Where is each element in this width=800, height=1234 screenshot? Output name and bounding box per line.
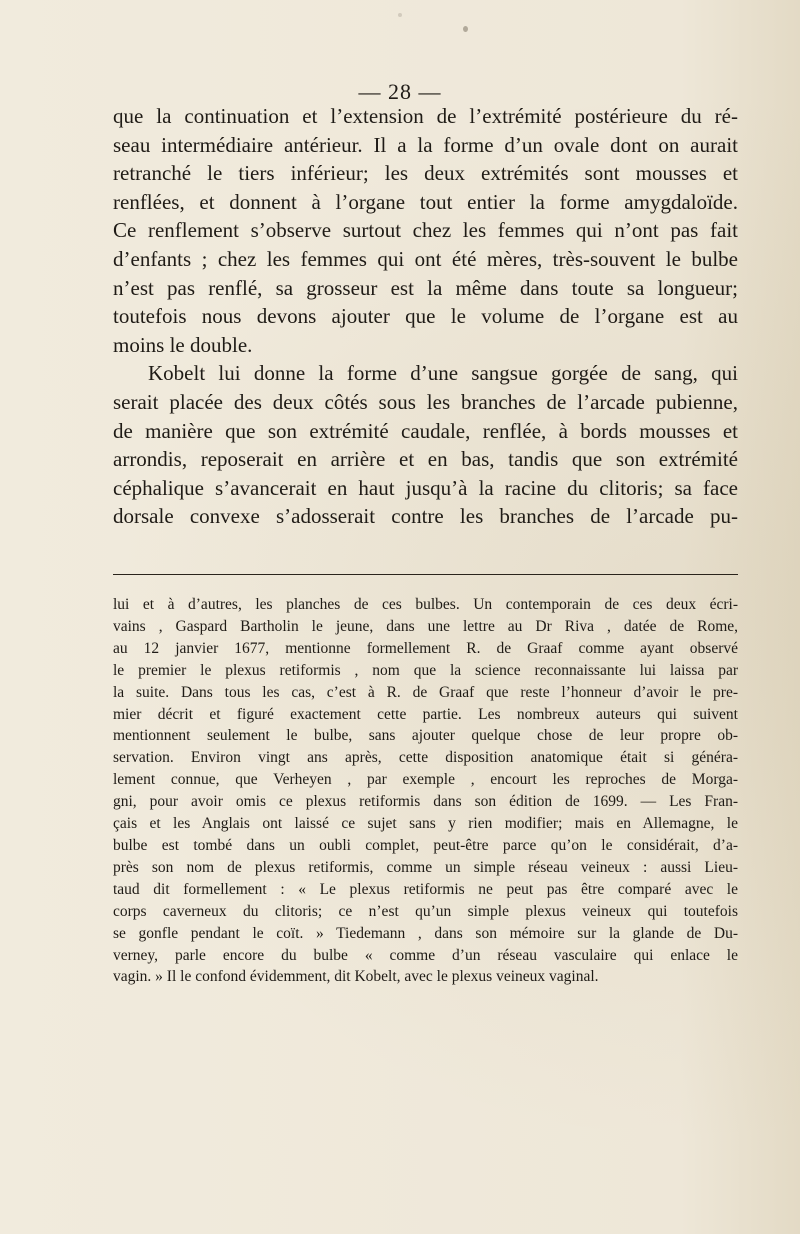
footnote-line: lement connue, que Verheyen , par exemple , encourt les reproches de Morga- [113,771,738,789]
paragraph [113,102,738,359]
footnote-line: verney, parle encore du bulbe « comme d’un réseau vasculaire qui enlace le [113,946,738,964]
text-line: n’est pas renflé, sa grosseur est la même dans toute sa longueur; [113,275,738,300]
text-line: arrondis, reposerait en arrière et en bas, tandis que son extrémité [113,447,738,472]
footnote-separator [113,574,738,575]
text-line: retranché le tiers inférieur; les deux extrémités sont mousses et [113,161,738,186]
text-line: moins le double. [113,332,253,357]
footnote-line: gni, pour avoir omis ce plexus retiformis dans son édition de 1699. — Les Fran- [113,793,738,811]
footnote-line: servation. Environ vingt ans après, cette disposition anatomique était si généra- [113,749,738,767]
footnote-line: le premier le plexus retiformis , nom que la science reconnaissante lui laissa par [113,661,738,679]
text-line: renflées, et donnent à l’organe tout entier la forme amygdaloïde. [113,189,738,214]
footnote-line: corps caverneux du clitoris; ce n’est qu’un simple plexus veineux qui toutefois [113,902,738,920]
footnote-line: se gonfle pendant le coït. » Tiedemann , dans son mémoire sur la glande de Du- [113,924,738,942]
text-line: céphalique s’avancerait en haut jusqu’à la racine du clitoris; sa face [113,475,738,500]
text-line: d’enfants ; chez les femmes qui ont été mères, très-souvent le bulbe [113,246,738,271]
text-line: que la continuation et l’extension de l’extrémité postérieure du ré- [113,104,738,128]
footnote-line: mier décrit et figuré exactement cette partie. Les nombreux auteurs qui suivent [113,705,738,723]
text-line: Ce renflement s’observe surtout chez les femmes qui n’ont pas fait [113,218,738,243]
footnote-line: vagin. » Il le confond évidemment, dit Kobelt, avec le plexus veineux vaginal. [113,968,599,986]
page-number: — 28 — [358,79,442,104]
ink-speck [463,26,468,32]
footnote-line: vains , Gaspard Bartholin le jeune, dans une lettre au Dr Riva , datée de Rome, [113,617,738,635]
footnote-line: la suite. Dans tous les cas, c’est à R. de Graaf que reste l’honneur d’avoir le pre- [113,683,738,701]
ink-speck [398,13,402,17]
paragraph [113,359,738,531]
footnote-line: mentionnent seulement le bulbe, sans ajouter quelque chose de leur propre ob- [113,727,738,745]
footnote-line: bulbe est tombé dans un oubli complet, peut-être parce qu’on le considérait, d’a- [113,836,738,854]
text-line: toutefois nous devons ajouter que le volume de l’organe est au [113,304,738,329]
text-line: serait placée des deux côtés sous les branches de l’arcade pubienne, [113,389,738,414]
text-line: Kobelt lui donne la forme d’une sangsue gorgée de sang, qui [148,361,738,386]
footnote-line: près son nom de plexus retiformis, comme un simple réseau veineux : aussi Lieu- [113,858,738,876]
footnote-line: çais et les Anglais ont laissé ce sujet sans y rien modifier; mais en Allemagne, le [113,815,738,833]
footnote-line: taud dit formellement : « Le plexus retiformis ne peut pas être comparé avec le [113,880,738,898]
footnote-line: lui et à d’autres, les planches de ces bulbes. Un contemporain de ces deux écri- [113,596,738,613]
text-line: dorsale convexe s’adosserait contre les branches de l’arcade pu- [113,504,738,529]
text-line: de manière que son extrémité caudale, renflée, à bords mousses et [113,418,738,443]
footnote-line: au 12 janvier 1677, mentionne formellement R. de Graaf comme ayant observé [113,639,738,657]
footnote [113,594,738,988]
text-line: seau intermédiaire antérieur. Il a la forme d’un ovale dont on aurait [113,132,738,157]
main-text [113,102,738,531]
